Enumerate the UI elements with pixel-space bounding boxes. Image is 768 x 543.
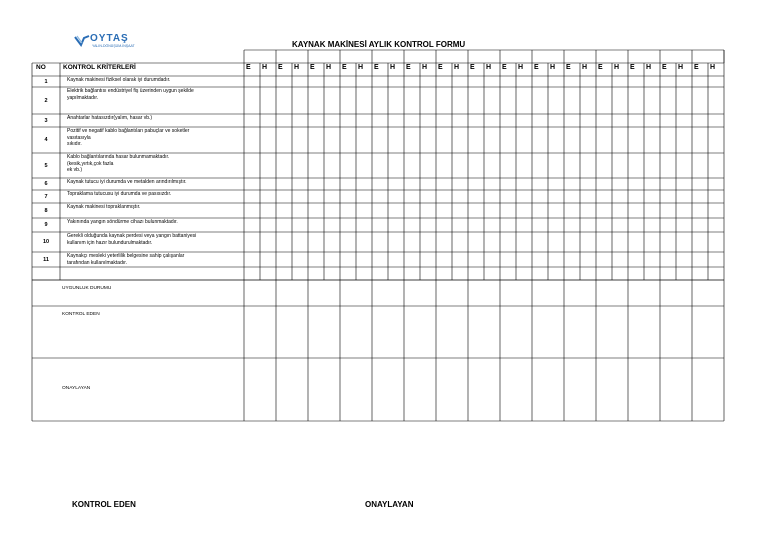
header-e: E [246, 64, 251, 71]
criterion-line: Topraklama tutucusu iyi durumda ve pasısızdır. [67, 191, 172, 197]
header-h: H [390, 64, 396, 71]
criterion-line: Kaynak makinesi topraklanmıştır. [67, 204, 141, 210]
row-criterion [67, 253, 184, 266]
row-criterion [67, 77, 170, 84]
header-e: E [310, 64, 315, 71]
criterion-line: sıkıdır. [67, 141, 82, 147]
header-e: E [470, 64, 475, 71]
header-e: E [502, 64, 507, 71]
criterion-line: Gerekli olduğunda kaynak perdesi veya yangın battaniyesi [67, 233, 197, 239]
criterion-line: (kesik,yırtık,çok fazla [67, 160, 114, 167]
header-e: E [566, 64, 571, 71]
header-h: H [262, 64, 268, 71]
row-number: 4 [44, 137, 48, 143]
header-h: H [678, 64, 684, 71]
header-no: NO [36, 64, 46, 71]
row-number: 10 [42, 239, 50, 245]
row-criterion [67, 88, 194, 101]
criterion-line: Kablo bağlantılarında hasar bulunmamaktadır. [67, 154, 170, 160]
row-number: 11 [43, 256, 49, 263]
header-h: H [294, 64, 300, 71]
row-criterion [67, 115, 152, 122]
footer-onaylayan: ONAYLAYAN [365, 500, 414, 509]
header-e: E [662, 64, 667, 71]
criterion-line: Kaynakçı mesleki yeterlilik belgesine sahip çalışanlar [67, 253, 185, 259]
section-kontrol-eden: KONTROL EDEN [62, 312, 100, 317]
header-h: H [518, 64, 524, 71]
row-criterion [67, 128, 189, 148]
row-criterion [67, 233, 196, 246]
header-e: E [438, 64, 443, 71]
row-number: 2 [44, 97, 48, 104]
row-criterion [67, 219, 178, 226]
section-onaylayan: ONAYLAYAN [62, 386, 91, 391]
criterion-line: Kaynak tutucu iyi durumda ve metalden arındırılmıştır. [67, 179, 187, 185]
section-uygunluk: UYGUNLUK DURUMU [62, 286, 112, 291]
header-e: E [630, 64, 635, 71]
criterion-line: vasıtasıyla [67, 134, 91, 141]
criterion-line: Kaynak makinesi fiziksel olarak iyi durumdadır. [67, 77, 171, 83]
header-e: E [374, 64, 379, 71]
header-h: H [326, 64, 332, 71]
header-h: H [582, 64, 588, 71]
logo-brand: OYTAŞ [90, 33, 129, 44]
row-number: 7 [44, 193, 48, 200]
footer-kontrol-eden: KONTROL EDEN [72, 500, 136, 509]
header-h: H [486, 64, 492, 71]
row-number: 9 [44, 222, 48, 228]
row-number: 6 [44, 181, 48, 187]
row-criterion [67, 191, 171, 198]
row-criterion [67, 204, 140, 211]
row-number: 1 [44, 78, 48, 85]
logo-tagline: YALIN-DÖNÜŞÜM-İNŞAAT [92, 44, 135, 48]
header-h: H [422, 64, 428, 71]
header-h: H [614, 64, 620, 71]
criterion-line: Anahtarlar hatasızdır(yalım, hasar vb.) [67, 115, 153, 121]
criterion-line: Pozitif ve negatif kablo bağlantıları pabuçlar ve soketler [67, 128, 190, 134]
header-e: E [694, 64, 699, 71]
header-h: H [550, 64, 556, 71]
criterion-line: tarafından kullanılmaktadır. [67, 259, 128, 266]
header-e: E [278, 64, 283, 71]
header-criteria: KONTROL KRİTERLERİ [63, 64, 136, 71]
row-criterion [67, 179, 187, 186]
header-h: H [454, 64, 460, 71]
row-criterion [67, 154, 169, 174]
criterion-line: kullanım için hazır bulundurulmaktadır. [67, 239, 153, 246]
header-e: E [406, 64, 411, 71]
header-e: E [598, 64, 603, 71]
header-h: H [358, 64, 364, 71]
criterion-line: Yakınında yangın söndürme cihazı bulunmaktadır. [67, 219, 178, 225]
criterion-line: yapılmaktadır. [67, 94, 99, 101]
header-h: H [646, 64, 652, 71]
criterion-line: Elektrik bağlantısı endüstriyel fiş üzerinden uygun şekilde [67, 88, 194, 94]
criterion-line: ek vb.) [67, 167, 83, 173]
header-e: E [342, 64, 347, 71]
form-title: KAYNAK MAKİNESİ AYLIK KONTROL FORMU [292, 40, 466, 49]
row-number: 3 [44, 117, 48, 124]
header-h: H [710, 64, 716, 71]
row-number: 8 [44, 207, 48, 214]
header-e: E [534, 64, 539, 71]
row-number: 5 [44, 162, 48, 169]
